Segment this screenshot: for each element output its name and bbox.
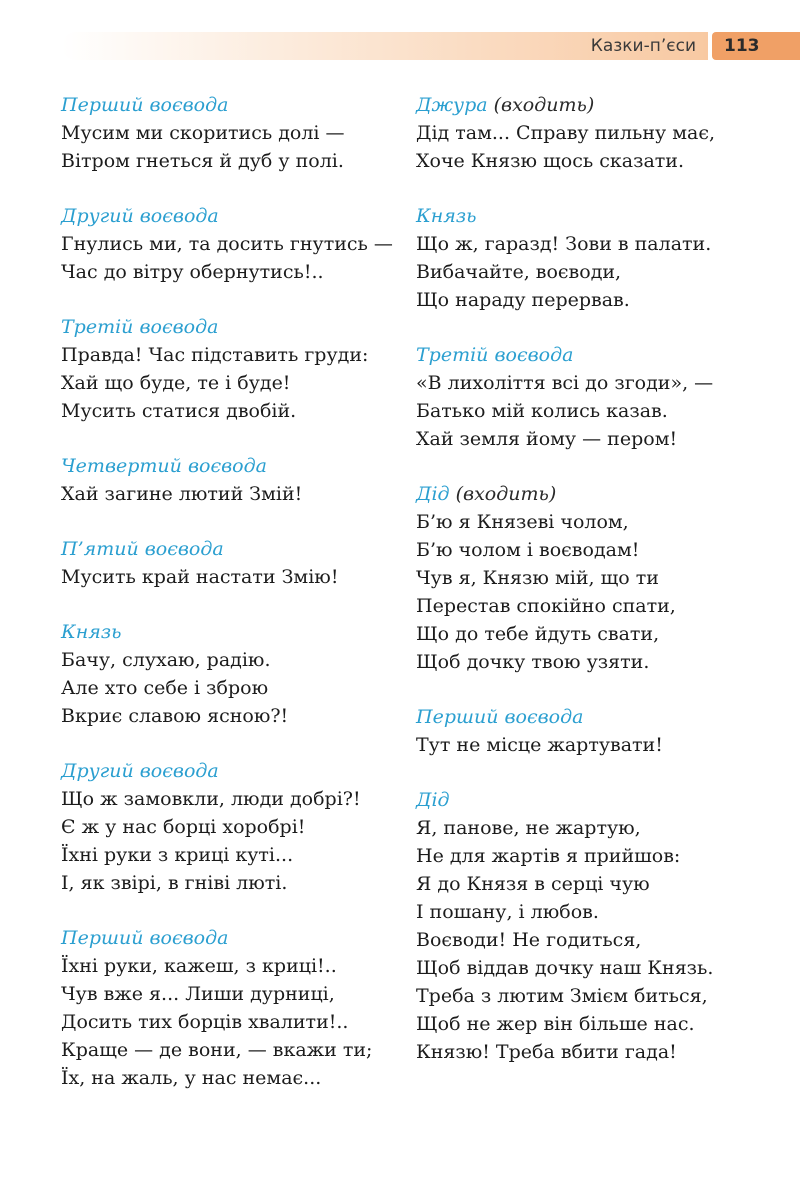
dialogue-block [416, 704, 786, 759]
verse-line: Що ж замовкли, люди добрі?! [61, 788, 361, 810]
verse-line: Вкриє славою ясною?! [61, 705, 289, 727]
verse-line: Воєводи! Не годиться, [416, 929, 642, 951]
dialogue-block [61, 925, 401, 1092]
speaker-heading [416, 481, 786, 508]
verse-line: Вибачайте, воєводи, [416, 261, 622, 283]
verse-line: Їхні руки, кажеш, з криці!.. [61, 955, 337, 977]
verse-line: Б’ю чолом і воєводам! [416, 539, 640, 561]
dialogue-block [61, 619, 401, 730]
verse-line: Бачу, слухаю, радію. [61, 649, 271, 671]
speaker-name: Дід [416, 789, 450, 811]
verse-line: Щоб дочку твою узяти. [416, 651, 650, 673]
speaker-name: П’ятий воєвода [61, 538, 224, 560]
dialogue-block [416, 342, 786, 453]
speaker-name: Третій воєвода [416, 344, 574, 366]
dialogue-block [416, 92, 786, 175]
verse-line: Їх, на жаль, у нас немає... [61, 1067, 322, 1089]
verse-line: І, як звірі, в гніві люті. [61, 872, 288, 894]
stage-direction: (входить) [455, 483, 557, 505]
left-column [61, 92, 401, 1120]
dialogue-block [416, 481, 786, 676]
section-title: Казки-п’єси [590, 36, 696, 56]
verse-line: Мусить край настати Змію! [61, 566, 339, 588]
verse-line: Дід там... Справу пильну має, [416, 122, 716, 144]
verse-line: Мусить статися двобій. [61, 400, 297, 422]
verse-line: Їхні руки з криці куті... [61, 844, 294, 866]
verse-line: Б’ю я Князеві чолом, [416, 511, 629, 533]
verse-line: Гнулись ми, та досить гнутись — [61, 233, 393, 255]
verse-line: Треба з лютим Змієм биться, [416, 985, 708, 1007]
verse-line: Що нараду перервав. [416, 289, 630, 311]
verse-line: Хай земля йому — пером! [416, 428, 678, 450]
dialogue-block [61, 314, 401, 425]
verse-line: Князю! Треба вбити гада! [416, 1041, 677, 1063]
verse-line: Я, панове, не жартую, [416, 817, 641, 839]
verse-line: Хоче Князю щось сказати. [416, 150, 684, 172]
verse-line: Хай загине лютий Змій! [61, 483, 303, 505]
verse-line: «В лихоліття всі до згоди», — [416, 372, 714, 394]
speaker-name: Перший воєвода [416, 706, 584, 728]
verse-line: Батько мій колись казав. [416, 400, 668, 422]
verse-line: Не для жартів я прийшов: [416, 845, 681, 867]
dialogue-block [61, 92, 401, 175]
dialogue-block [416, 203, 786, 314]
verse-line: Час до вітру обернутись!.. [61, 261, 324, 283]
verse-line: Хай що буде, те і буде! [61, 372, 291, 394]
verse-line: Щоб віддав дочку наш Князь. [416, 957, 714, 979]
verse-line: Я до Князя в серці чую [416, 873, 650, 895]
speaker-name: Другий воєвода [61, 760, 219, 782]
page-number: 113 [712, 32, 800, 60]
speaker-heading [416, 92, 786, 119]
dialogue-block [61, 203, 401, 286]
verse-line: Краще — де вони, — вкажи ти; [61, 1039, 373, 1061]
verse-line: Вітром гнеться й дуб у полі. [61, 150, 344, 172]
speaker-name: Дід [416, 483, 450, 505]
verse-line: Чув вже я... Лиши дурниці, [61, 983, 335, 1005]
dialogue-block [61, 536, 401, 591]
verse-line: Правда! Час підставить груди: [61, 344, 369, 366]
speaker-name: Третій воєвода [61, 316, 219, 338]
verse-line: Досить тих борців хвалити!.. [61, 1011, 349, 1033]
verse-line: Є ж у нас борці хоробрі! [61, 816, 306, 838]
speaker-name: Четвертий воєвода [61, 455, 267, 477]
verse-line: Що до тебе йдуть свати, [416, 623, 660, 645]
speaker-name: Князь [61, 621, 122, 643]
dialogue-block [416, 787, 786, 1066]
verse-line: І пошану, і любов. [416, 901, 599, 923]
speaker-name: Перший воєвода [61, 94, 229, 116]
verse-line: Але хто себе і зброю [61, 677, 269, 699]
speaker-name: Джура [416, 94, 488, 116]
dialogue-block [61, 758, 401, 897]
verse-line: Перестав спокійно спати, [416, 595, 676, 617]
verse-line: Мусим ми скоритись долі — [61, 122, 345, 144]
right-column [416, 92, 786, 1094]
verse-line: Що ж, гаразд! Зови в палати. [416, 233, 712, 255]
verse-line: Щоб не жер він більше нас. [416, 1013, 695, 1035]
speaker-name: Другий воєвода [61, 205, 219, 227]
stage-direction: (входить) [493, 94, 595, 116]
speaker-name: Перший воєвода [61, 927, 229, 949]
speaker-name: Князь [416, 205, 477, 227]
dialogue-block [61, 453, 401, 508]
verse-line: Чув я, Князю мій, що ти [416, 567, 659, 589]
verse-line: Тут не місце жартувати! [416, 734, 663, 756]
